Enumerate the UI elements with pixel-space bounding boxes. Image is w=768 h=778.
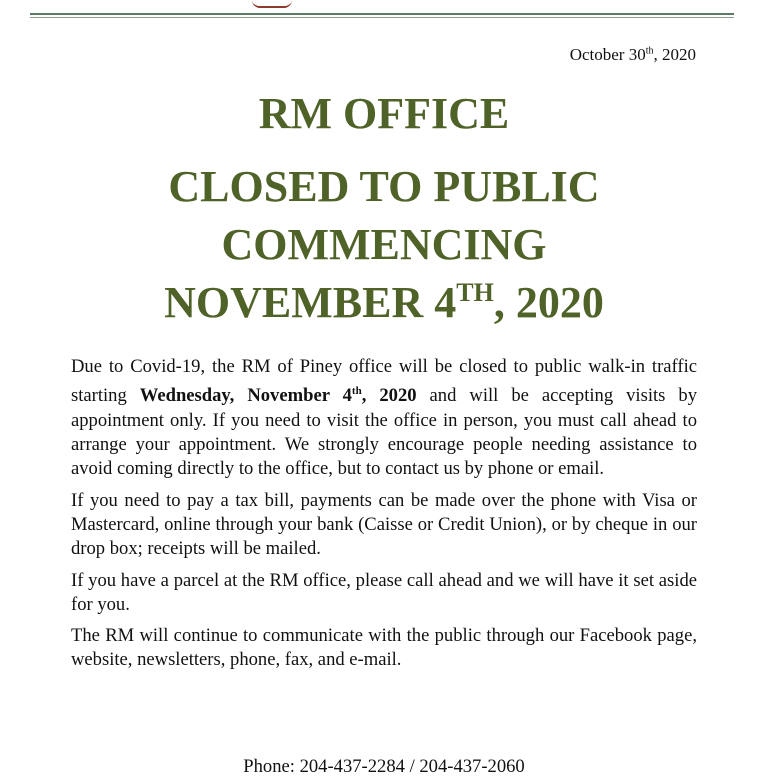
paragraph-closure: Due to Covid-19, the RM of Piney office will be closed to public walk-in traffic starting Wednesday, November 4th, 2020 and will be accepting visits by appointment only. If you need to visit the office in person, you must call ahead to arrange your appointment. We strongly encourage people needing assistance to avoid coming directly to the office, but to contact us by phone or email. [71, 356, 698, 480]
paragraph-parcel: If you have a parcel at the RM office, please call ahead and we will have it set aside for you. [71, 569, 697, 615]
header-rule-thin [30, 17, 734, 18]
phone-numbers: Phone: 204-437-2284 / 204-437-2060 [243, 756, 525, 777]
closure-date-bold: Wednesday, November 4th, 2020 [139, 385, 417, 407]
paragraph-tax-payment: If you need to pay a tax bill, payments can be made over the phone with Visa or Mastercard, online through your bank (Caisse or Credit Union), or by cheque in our drop box; receipts will be mailed. [71, 489, 697, 560]
headline-line-4: NOVEMBER 4TH, 2020 [164, 278, 604, 327]
document-date: October 30th, 2020 [569, 45, 696, 64]
logo-fragment [252, 0, 292, 8]
header-rule [30, 13, 734, 15]
notice-body [71, 355, 697, 680]
paragraph-communication: The RM will continue to communicate with the public through our Facebook page, website, newsletters, phone, fax, and e-mail. [71, 625, 697, 671]
headline [0, 90, 768, 332]
headline-line-2: CLOSED TO PUBLIC [168, 162, 600, 211]
headline-line-3: COMMENCING [221, 220, 547, 269]
headline-line-1: RM OFFICE [258, 89, 510, 138]
